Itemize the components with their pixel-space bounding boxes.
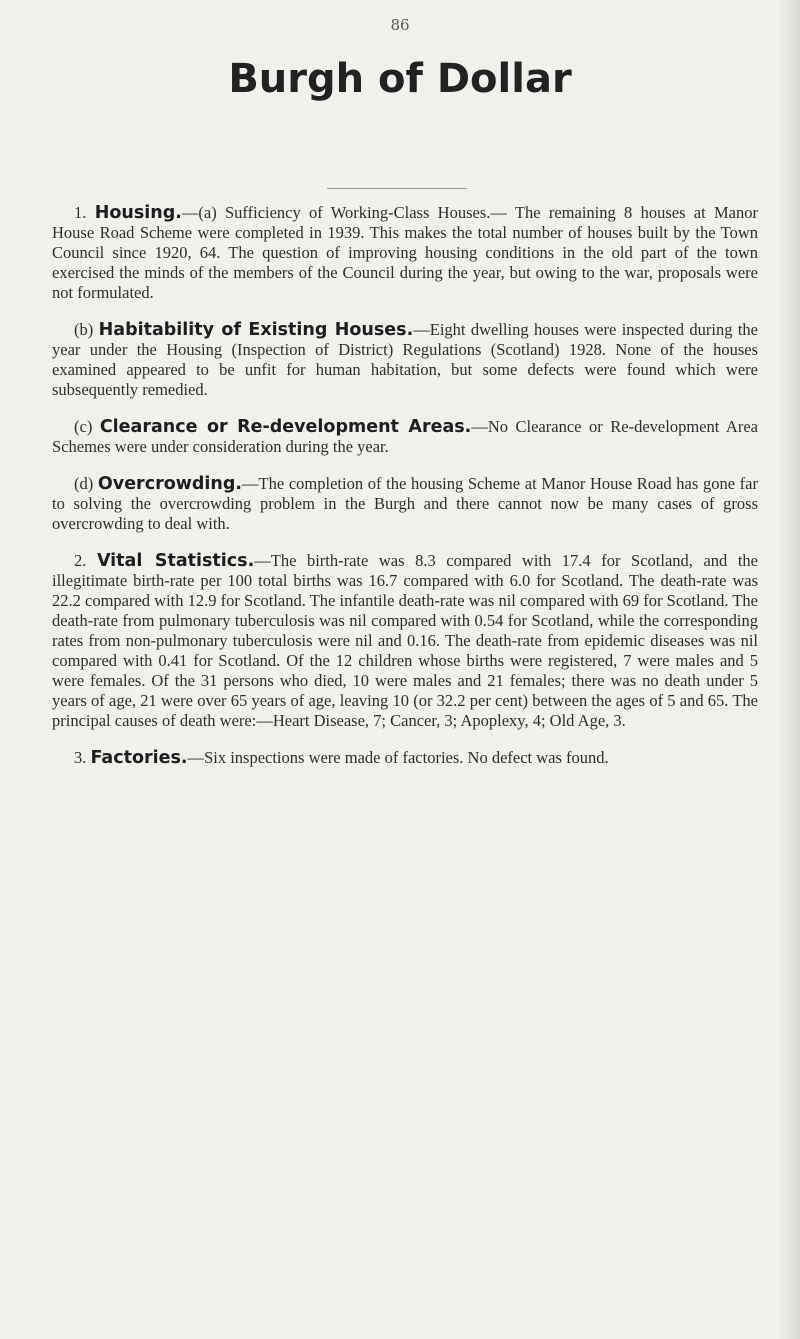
section-heading: Housing. [94,203,182,223]
section-habitability [52,320,758,400]
section-heading: Vital Statistics. [96,551,255,571]
section-vital-statistics [52,551,758,731]
section-heading: Clearance or Re-development Areas. [99,417,472,437]
section-number: (d) [74,474,98,493]
page-number: 86 [390,16,410,34]
section-housing [52,203,758,303]
section-text: —No Clearance or Re-development Area Schemes were under consideration during the year. [52,417,758,456]
title-divider [327,188,467,189]
report-body [52,203,758,785]
section-number: (b) [74,320,99,339]
section-number: 1. [74,203,95,222]
page-title: Burgh of Dollar [228,56,572,102]
section-text: —(a) Sufficiency of Working-Class Houses.— The remaining 8 houses at Manor House Road Scheme were completed in 1939. This makes the total number of houses built by the Town Council since 1920, 64. The question of improving housing conditions in the old part of the town exercised the minds of the members of the Council during the year, but owing to the war, proposals were not formulated. [52,203,759,302]
section-heading: Overcrowding. [97,474,243,494]
section-clearance [52,417,758,457]
section-overcrowding [52,474,758,534]
section-number: 2. [74,551,97,570]
section-text: —Six inspections were made of factories. No defect was found. [187,748,609,767]
section-number: (c) [74,417,100,436]
section-text: —The completion of the housing Scheme at Manor House Road has gone far to solving the overcrowding problem in the Burgh and there cannot now be many cases of gross overcrowding to deal with. [52,474,758,533]
section-number: 3. [74,748,91,767]
section-text: —The birth-rate was 8.3 compared with 17.4 for Scotland, and the illegitimate birth-rate per 100 total births was 16.7 compared with 6.0 for Scotland. The death-rate was 22.2 compared with 12.9 for Scotland. The infantile death-rate was nil compared with 69 for Scotland. The death-rate from pulmonary tuberculosis was nil compared with 0.54 for Scotland, while the corresponding rates from non-pulmonary tuberculosis were nil and 0.16. The death-rate from epidemic diseases was nil compared with 0.41 for Scotland. Of the 12 children whose births were registered, 7 were males and 5 were females. Of the 31 persons who died, 10 were males and 21 females; there was no death under 5 years of age, 21 were over 65 years of age, leaving 10 (or 32.2 per cent) between the ages of 5 and 65. The principal causes of death were:—Heart Disease, 7; Cancer, 3; Apoplexy, 4; Old Age, 3. [52,551,758,730]
page-edge-shadow [778,0,800,1339]
section-heading: Habitability of Existing Houses. [98,320,414,340]
section-factories [52,748,758,768]
section-heading: Factories. [90,748,188,768]
section-text: —Eight dwelling houses were inspected during the year under the Housing (Inspection of District) Regulations (Scotland) 1928. None of the houses examined appeared to be unfit for human habitation, but some defects were found which were subsequently remedied. [52,320,758,399]
